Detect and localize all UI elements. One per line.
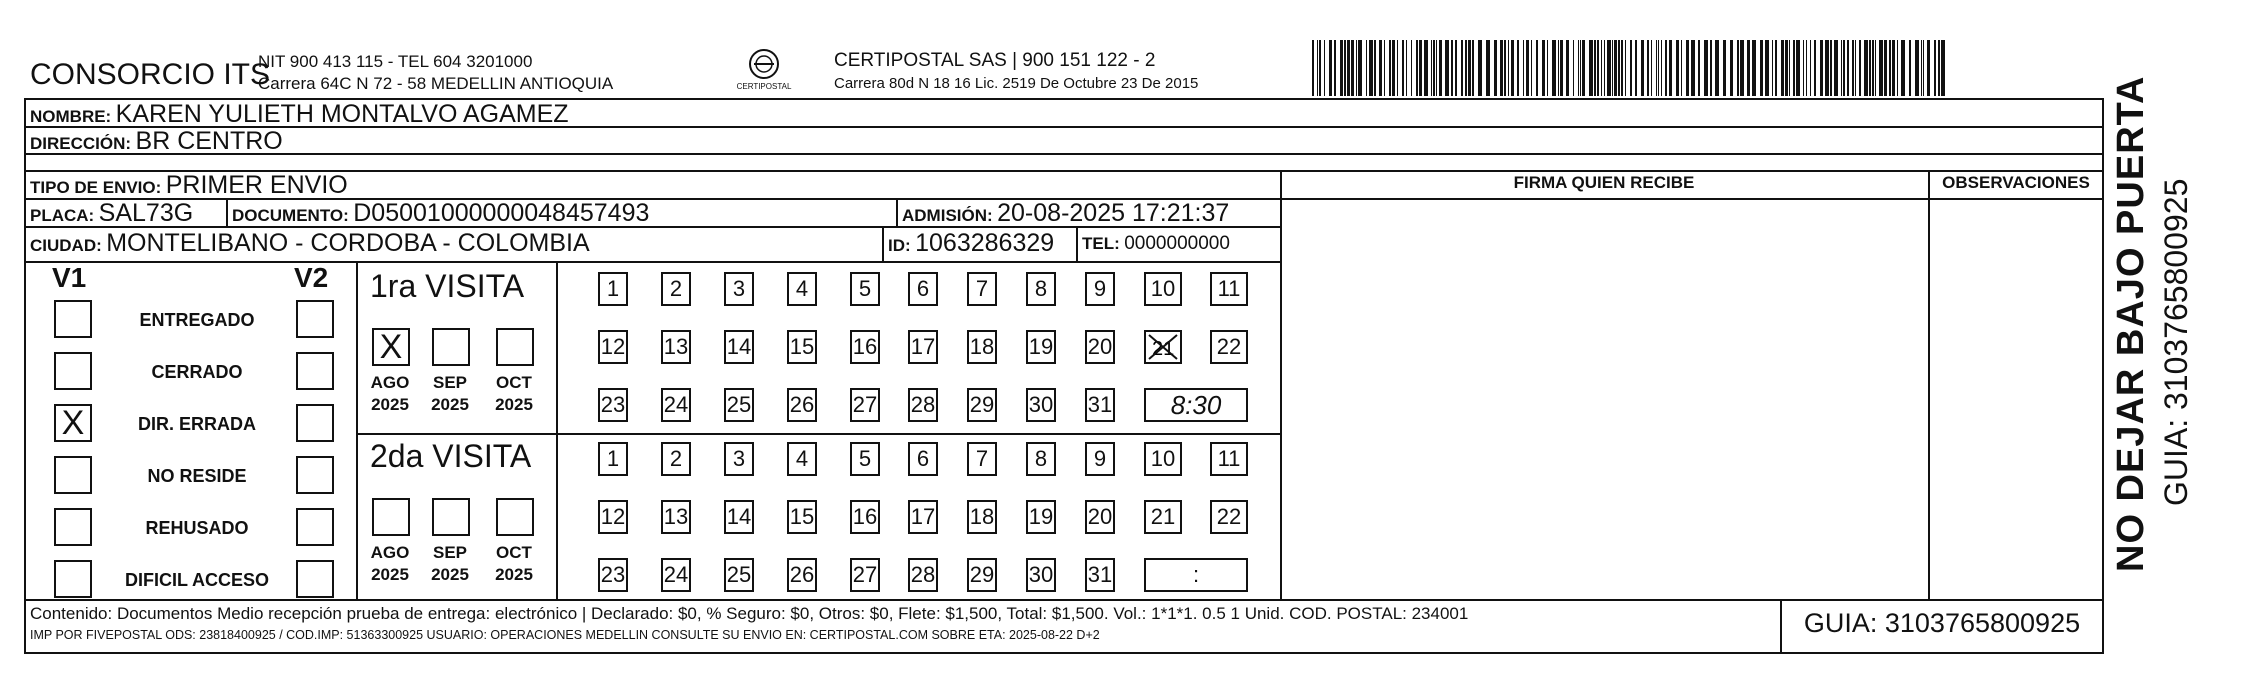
- barcode-bar: [1830, 40, 1832, 96]
- barcode-bar: [1511, 40, 1514, 96]
- barcode-bar: [1901, 40, 1905, 96]
- barcode-bar: [1411, 40, 1412, 96]
- barcode-bar: [1344, 40, 1346, 96]
- v2-checkbox[interactable]: [296, 508, 334, 546]
- barcode-bar: [1504, 40, 1506, 96]
- barcode-bar: [1852, 40, 1854, 96]
- barcode-bar: [1841, 40, 1842, 96]
- time-box[interactable]: 8:30: [1144, 388, 1248, 422]
- footer-imp-line: IMP POR FIVEPOSTAL ODS: 23818400925 / COD.IMP: 51363300925 USUARIO: OPERACIONES MEDELLIN CONSULTE SU ENVIO EN: CERTIPOSTAL.COM SOBRE ETA: 2025-08-22 D+2: [30, 628, 1100, 642]
- month-label: AGO 2025: [370, 543, 410, 584]
- barcode-bar: [1789, 40, 1790, 96]
- day-box[interactable]: 1: [598, 272, 628, 306]
- admission-label: ADMISIÓN:: [902, 206, 993, 225]
- barcode-bar: [1589, 40, 1593, 96]
- day-box[interactable]: 4: [787, 442, 817, 476]
- barcode-bar: [1647, 40, 1649, 96]
- certipostal-logo: [732, 44, 796, 96]
- barcode-bar: [1465, 40, 1467, 96]
- footer-content-line: Contenido: Documentos Medio recepción prueba de entrega: electrónico | Declarado: $0, % Seguro: $0, Otros: $0, Flete: $1,500, Total: $1,500. Vol.: 1*1*1. 0.5 1 Unid. COD. POSTAL: 234001: [30, 604, 1469, 623]
- barcode-bar: [1691, 40, 1695, 96]
- v1-label: V1: [52, 262, 87, 293]
- barcode-bar: [1897, 40, 1898, 96]
- month-checkbox[interactable]: X: [372, 328, 410, 366]
- barcode-bar: [1921, 40, 1922, 96]
- admission-value: 20-08-2025 17:21:37: [997, 199, 1230, 227]
- v2-label: V2: [294, 262, 329, 293]
- barcode-bar: [1625, 40, 1626, 96]
- document-cell: [232, 199, 649, 228]
- barcode-bar: [1656, 40, 1657, 96]
- barcode-bar: [1803, 40, 1804, 96]
- v1-checkbox[interactable]: X: [54, 404, 92, 442]
- shipment-type: PRIMER ENVIO: [165, 171, 348, 199]
- barcode-bar: [1478, 40, 1482, 96]
- day-box[interactable]: 6: [908, 442, 938, 476]
- barcode-bar: [1612, 40, 1613, 96]
- barcode-bar: [1486, 40, 1490, 96]
- barcode-bar: [1580, 40, 1581, 96]
- plate-cell: [30, 199, 193, 228]
- day-box[interactable]: 30: [1026, 388, 1056, 422]
- reason-label: NO RESIDE: [147, 466, 247, 486]
- v2-checkbox[interactable]: [296, 560, 334, 598]
- barcode-bar: [1392, 40, 1395, 96]
- logo-text: CERTIPOSTAL: [736, 82, 792, 91]
- barcode-bar: [1573, 40, 1574, 96]
- barcode-bar: [1723, 40, 1726, 96]
- barcode-bar: [1820, 40, 1823, 96]
- barcode-bar: [1661, 40, 1662, 96]
- barcode-bar: [1607, 40, 1611, 96]
- day-box[interactable]: 15: [787, 330, 817, 364]
- barcode-bar: [1892, 40, 1895, 96]
- barcode-bar: [1704, 40, 1708, 96]
- barcode-bar: [1329, 40, 1332, 96]
- type-label: TIPO DE ENVIO:: [30, 178, 162, 197]
- barcode-bar: [1582, 40, 1585, 96]
- barcode-bar: [1424, 40, 1428, 96]
- barcode-bar: [1752, 40, 1756, 96]
- barcode-bar: [1594, 40, 1596, 96]
- day-box[interactable]: 18: [967, 500, 997, 534]
- barcode-bar: [1597, 40, 1599, 96]
- day-box[interactable]: 3: [724, 442, 754, 476]
- reason-label: ENTREGADO: [139, 310, 255, 330]
- visit1-label: 1ra VISITA: [370, 268, 525, 304]
- barcode-bar: [1461, 40, 1463, 96]
- barcode-bar: [1884, 40, 1887, 96]
- barcode-bar: [1416, 40, 1418, 96]
- day-box[interactable]: 8: [1026, 442, 1056, 476]
- barcode-bar: [1494, 40, 1497, 96]
- barcode-bar: [1715, 40, 1719, 96]
- day-box[interactable]: 19: [1026, 330, 1056, 364]
- day-box[interactable]: 28: [908, 388, 938, 422]
- barcode-bar: [1941, 40, 1945, 96]
- barcode-bar: [1419, 40, 1422, 96]
- barcode-bar: [1542, 40, 1545, 96]
- barcode-bar: [1439, 40, 1442, 96]
- day-box[interactable]: 16: [850, 500, 880, 534]
- barcode-bar: [1635, 40, 1637, 96]
- footer-guia: GUIA: 3103765800925: [1803, 608, 2081, 638]
- day-box[interactable]: 8: [1026, 272, 1056, 306]
- day-box[interactable]: 31: [1085, 388, 1115, 422]
- v2-checkbox[interactable]: [296, 300, 334, 338]
- day-box[interactable]: 27: [850, 558, 880, 592]
- barcode-bar: [1436, 40, 1437, 96]
- observations-area[interactable]: [1931, 201, 2102, 597]
- barcode-bar: [1508, 40, 1509, 96]
- day-box[interactable]: 31: [1085, 558, 1115, 592]
- day-box[interactable]: 30: [1026, 558, 1056, 592]
- signature-header: FIRMA QUIEN RECIBE: [1513, 173, 1695, 192]
- day-box[interactable]: 18: [967, 330, 997, 364]
- barcode-bar: [1810, 40, 1811, 96]
- barcode-bar: [1433, 40, 1435, 96]
- v2-checkbox[interactable]: [296, 456, 334, 494]
- day-box[interactable]: 26: [787, 388, 817, 422]
- day-box[interactable]: 27: [850, 388, 880, 422]
- barcode-bar: [1445, 40, 1449, 96]
- barcode-bar: [1669, 40, 1672, 96]
- v1-checkbox[interactable]: [54, 508, 92, 546]
- barcode-bar: [1523, 40, 1524, 96]
- day-box[interactable]: 24: [661, 558, 691, 592]
- day-box[interactable]: 11: [1210, 272, 1248, 306]
- barcode-bar: [1793, 40, 1795, 96]
- barcode-bar: [1847, 40, 1849, 96]
- barcode-bar: [1312, 40, 1314, 96]
- barcode-bar: [1379, 40, 1382, 96]
- month-label: AGO 2025: [370, 373, 410, 414]
- day-box[interactable]: 1: [598, 442, 628, 476]
- barcode-bar: [1934, 40, 1936, 96]
- barcode-bar: [1560, 40, 1563, 96]
- month-checkbox[interactable]: [432, 328, 470, 366]
- admission-cell: [902, 199, 1229, 228]
- barcode-bar: [1552, 40, 1556, 96]
- barcode-bar: [1796, 40, 1800, 96]
- barcode-bar: [1347, 40, 1350, 96]
- month-label: OCT 2025: [495, 543, 533, 584]
- barcode-bar: [1641, 40, 1644, 96]
- v2-checkbox[interactable]: [296, 404, 334, 442]
- barcode-bar: [1686, 40, 1689, 96]
- day-box[interactable]: 25: [724, 558, 754, 592]
- barcode-bar: [1938, 40, 1940, 96]
- barcode-bar: [1366, 40, 1367, 96]
- month-label: SEP 2025: [431, 373, 469, 414]
- barcode-bar: [1651, 40, 1652, 96]
- barcode-bar: [1374, 40, 1376, 96]
- day-box[interactable]: 17: [908, 500, 938, 534]
- barcode-bar: [1358, 40, 1362, 96]
- day-box[interactable]: [1144, 330, 1182, 364]
- v1-checkbox[interactable]: [54, 560, 92, 598]
- name-label: NOMBRE:: [30, 107, 112, 126]
- barcode-bar: [1468, 40, 1471, 96]
- barcode-bar: [1676, 40, 1679, 96]
- barcode-bar: [1760, 40, 1763, 96]
- month-label: SEP 2025: [431, 543, 469, 584]
- barcode-bar: [1869, 40, 1871, 96]
- day-box[interactable]: 5: [850, 272, 880, 306]
- city-value: MONTELIBANO - CORDOBA - COLOMBIA: [106, 229, 590, 257]
- day-box[interactable]: 24: [661, 388, 691, 422]
- barcode-bar: [1859, 40, 1861, 96]
- document-value: D05001000000048457493: [353, 199, 650, 227]
- barcode-bar: [1319, 40, 1321, 96]
- carrier-license: Carrera 80d N 18 16 Lic. 2519 De Octubre 23 De 2015: [834, 75, 1199, 92]
- barcode-bar: [1451, 40, 1453, 96]
- barcode-bar: [1775, 40, 1777, 96]
- barcode-bar: [1618, 40, 1620, 96]
- day-box[interactable]: 5: [850, 442, 880, 476]
- barcode-bar: [1730, 40, 1733, 96]
- recipient-name: KAREN YULIETH MONTALVO AGAMEZ: [115, 100, 569, 128]
- barcode-bar: [1455, 40, 1457, 96]
- day-box[interactable]: 14: [724, 330, 754, 364]
- month-checkbox[interactable]: [432, 498, 470, 536]
- day-box[interactable]: 2: [661, 442, 691, 476]
- day-box[interactable]: 17: [908, 330, 938, 364]
- day-box[interactable]: 23: [598, 558, 628, 592]
- document-label: DOCUMENTO:: [232, 206, 349, 225]
- barcode-bar: [1772, 40, 1773, 96]
- day-box[interactable]: 19: [1026, 500, 1056, 534]
- day-box[interactable]: 25: [724, 388, 754, 422]
- barcode-bar: [1614, 40, 1617, 96]
- reason-label: CERRADO: [151, 362, 243, 382]
- day-box[interactable]: 13: [661, 330, 691, 364]
- day-box[interactable]: 11: [1210, 442, 1248, 476]
- recipient-address-row: [30, 127, 283, 156]
- barcode-bar: [1915, 40, 1919, 96]
- reason-label: DIFICIL ACCESO: [124, 570, 269, 590]
- day-box[interactable]: 28: [908, 558, 938, 592]
- side-guia: GUIA: 3103765800925: [2158, 178, 2194, 506]
- company-nit: NIT 900 413 115 - TEL 604 3201000: [258, 52, 533, 71]
- barcode-bar: [1665, 40, 1667, 96]
- day-box[interactable]: 12: [598, 500, 628, 534]
- day-box[interactable]: 29: [967, 388, 997, 422]
- day-box[interactable]: 7: [967, 272, 997, 306]
- barcode-bar: [1397, 40, 1398, 96]
- day-box[interactable]: 9: [1085, 442, 1115, 476]
- barcode-bar: [1785, 40, 1788, 96]
- v1-checkbox[interactable]: [54, 300, 92, 338]
- day-box[interactable]: 12: [598, 330, 628, 364]
- day-box[interactable]: 29: [967, 558, 997, 592]
- barcode-bar: [1531, 40, 1532, 96]
- day-box[interactable]: 9: [1085, 272, 1115, 306]
- tel-value: 0000000000: [1124, 233, 1230, 254]
- barcode-bar: [1864, 40, 1868, 96]
- barcode-bar: [1630, 40, 1632, 96]
- barcode: [1312, 40, 1952, 96]
- barcode-bar: [1806, 40, 1807, 96]
- tel-label: TEL:: [1082, 234, 1120, 253]
- barcode-bar: [1923, 40, 1924, 96]
- barcode-bar: [1737, 40, 1739, 96]
- barcode-bar: [1356, 40, 1357, 96]
- day-box[interactable]: 23: [598, 388, 628, 422]
- company-name: CONSORCIO ITS: [30, 58, 271, 91]
- barcode-bar: [1402, 40, 1404, 96]
- city-cell: [30, 229, 590, 258]
- barcode-bar: [1324, 40, 1325, 96]
- barcode-bar: [1334, 40, 1336, 96]
- day-box[interactable]: 7: [967, 442, 997, 476]
- barcode-bar: [1536, 40, 1538, 96]
- barcode-bar: [1621, 40, 1623, 96]
- barcode-bar: [1825, 40, 1829, 96]
- barcode-bar: [1340, 40, 1343, 96]
- observations-header: OBSERVACIONES: [1942, 173, 2090, 192]
- barcode-bar: [1872, 40, 1874, 96]
- day-box[interactable]: 4: [787, 272, 817, 306]
- barcode-bar: [1547, 40, 1548, 96]
- time-box[interactable]: :: [1144, 558, 1248, 592]
- barcode-bar: [1517, 40, 1519, 96]
- barcode-bar: [1658, 40, 1659, 96]
- day-box[interactable]: 10: [1144, 442, 1182, 476]
- v1-checkbox[interactable]: [54, 352, 92, 390]
- shipment-type-row: [30, 171, 348, 200]
- barcode-bar: [1747, 40, 1750, 96]
- address-label: DIRECCIÓN:: [30, 134, 132, 153]
- barcode-bar: [1384, 40, 1385, 96]
- carrier-name: CERTIPOSTAL SAS | 900 151 122 - 2: [834, 50, 1156, 71]
- barcode-bar: [1927, 40, 1930, 96]
- barcode-bar: [1765, 40, 1769, 96]
- tel-cell: [1082, 233, 1230, 255]
- plate-value: SAL73G: [98, 199, 194, 227]
- reason-label: REHUSADO: [145, 518, 249, 538]
- barcode-bar: [1317, 40, 1318, 96]
- barcode-bar: [1879, 40, 1883, 96]
- id-cell: [888, 229, 1054, 258]
- day-box[interactable]: 3: [724, 272, 754, 306]
- barcode-bar: [1834, 40, 1838, 96]
- barcode-bar: [1781, 40, 1784, 96]
- barcode-bar: [1855, 40, 1856, 96]
- day-box[interactable]: 20: [1085, 500, 1115, 534]
- barcode-bar: [1909, 40, 1911, 96]
- plate-label: PLACA:: [30, 206, 95, 225]
- day-box[interactable]: 6: [908, 272, 938, 306]
- barcode-bar: [1558, 40, 1559, 96]
- barcode-bar: [1843, 40, 1845, 96]
- barcode-bar: [1431, 40, 1432, 96]
- day-box[interactable]: 22: [1210, 500, 1248, 534]
- day-box[interactable]: 14: [724, 500, 754, 534]
- visit2-label: 2da VISITA: [370, 438, 532, 474]
- day-box[interactable]: 10: [1144, 272, 1182, 306]
- reason-label: DIR. ERRADA: [137, 414, 256, 434]
- month-checkbox[interactable]: [372, 498, 410, 536]
- barcode-bar: [1578, 40, 1579, 96]
- barcode-bar: [1406, 40, 1407, 96]
- day-box[interactable]: 15: [787, 500, 817, 534]
- v2-checkbox[interactable]: [296, 352, 334, 390]
- month-checkbox[interactable]: [496, 328, 534, 366]
- barcode-bar: [1566, 40, 1569, 96]
- day-box[interactable]: 21: [1144, 500, 1182, 534]
- day-box[interactable]: 26: [787, 558, 817, 592]
- v1-checkbox[interactable]: [54, 456, 92, 494]
- svg-text:21: 21: [1152, 338, 1175, 360]
- city-label: CIUDAD:: [30, 236, 102, 255]
- barcode-bar: [1389, 40, 1391, 96]
- barcode-bar: [1351, 40, 1354, 96]
- barcode-bar: [1526, 40, 1529, 96]
- signature-area[interactable]: [1283, 201, 1926, 597]
- barcode-bar: [1472, 40, 1474, 96]
- day-box[interactable]: 22: [1210, 330, 1248, 364]
- day-box[interactable]: 13: [661, 500, 691, 534]
- barcode-bar: [1698, 40, 1700, 96]
- recipient-address: BR CENTRO: [135, 127, 283, 155]
- barcode-bar: [1604, 40, 1605, 96]
- recipient-name-row: [30, 100, 569, 129]
- barcode-bar: [1710, 40, 1712, 96]
- id-label: ID:: [888, 236, 911, 255]
- day-box[interactable]: 20: [1085, 330, 1115, 364]
- barcode-bar: [1814, 40, 1816, 96]
- barcode-bar: [1681, 40, 1682, 96]
- barcode-bar: [1889, 40, 1891, 96]
- month-checkbox[interactable]: [496, 498, 534, 536]
- id-value: 1063286329: [915, 229, 1055, 257]
- day-box[interactable]: 2: [661, 272, 691, 306]
- barcode-bar: [1601, 40, 1602, 96]
- barcode-bar: [1875, 40, 1876, 96]
- company-address: Carrera 64C N 72 - 58 MEDELLIN ANTIOQUIA: [258, 74, 614, 93]
- barcode-bar: [1740, 40, 1744, 96]
- barcode-bar: [1500, 40, 1503, 96]
- barcode-bar: [1369, 40, 1373, 96]
- month-label: OCT 2025: [495, 373, 533, 414]
- side-notice: NO DEJAR BAJO PUERTA: [2110, 75, 2152, 572]
- day-box[interactable]: 16: [850, 330, 880, 364]
